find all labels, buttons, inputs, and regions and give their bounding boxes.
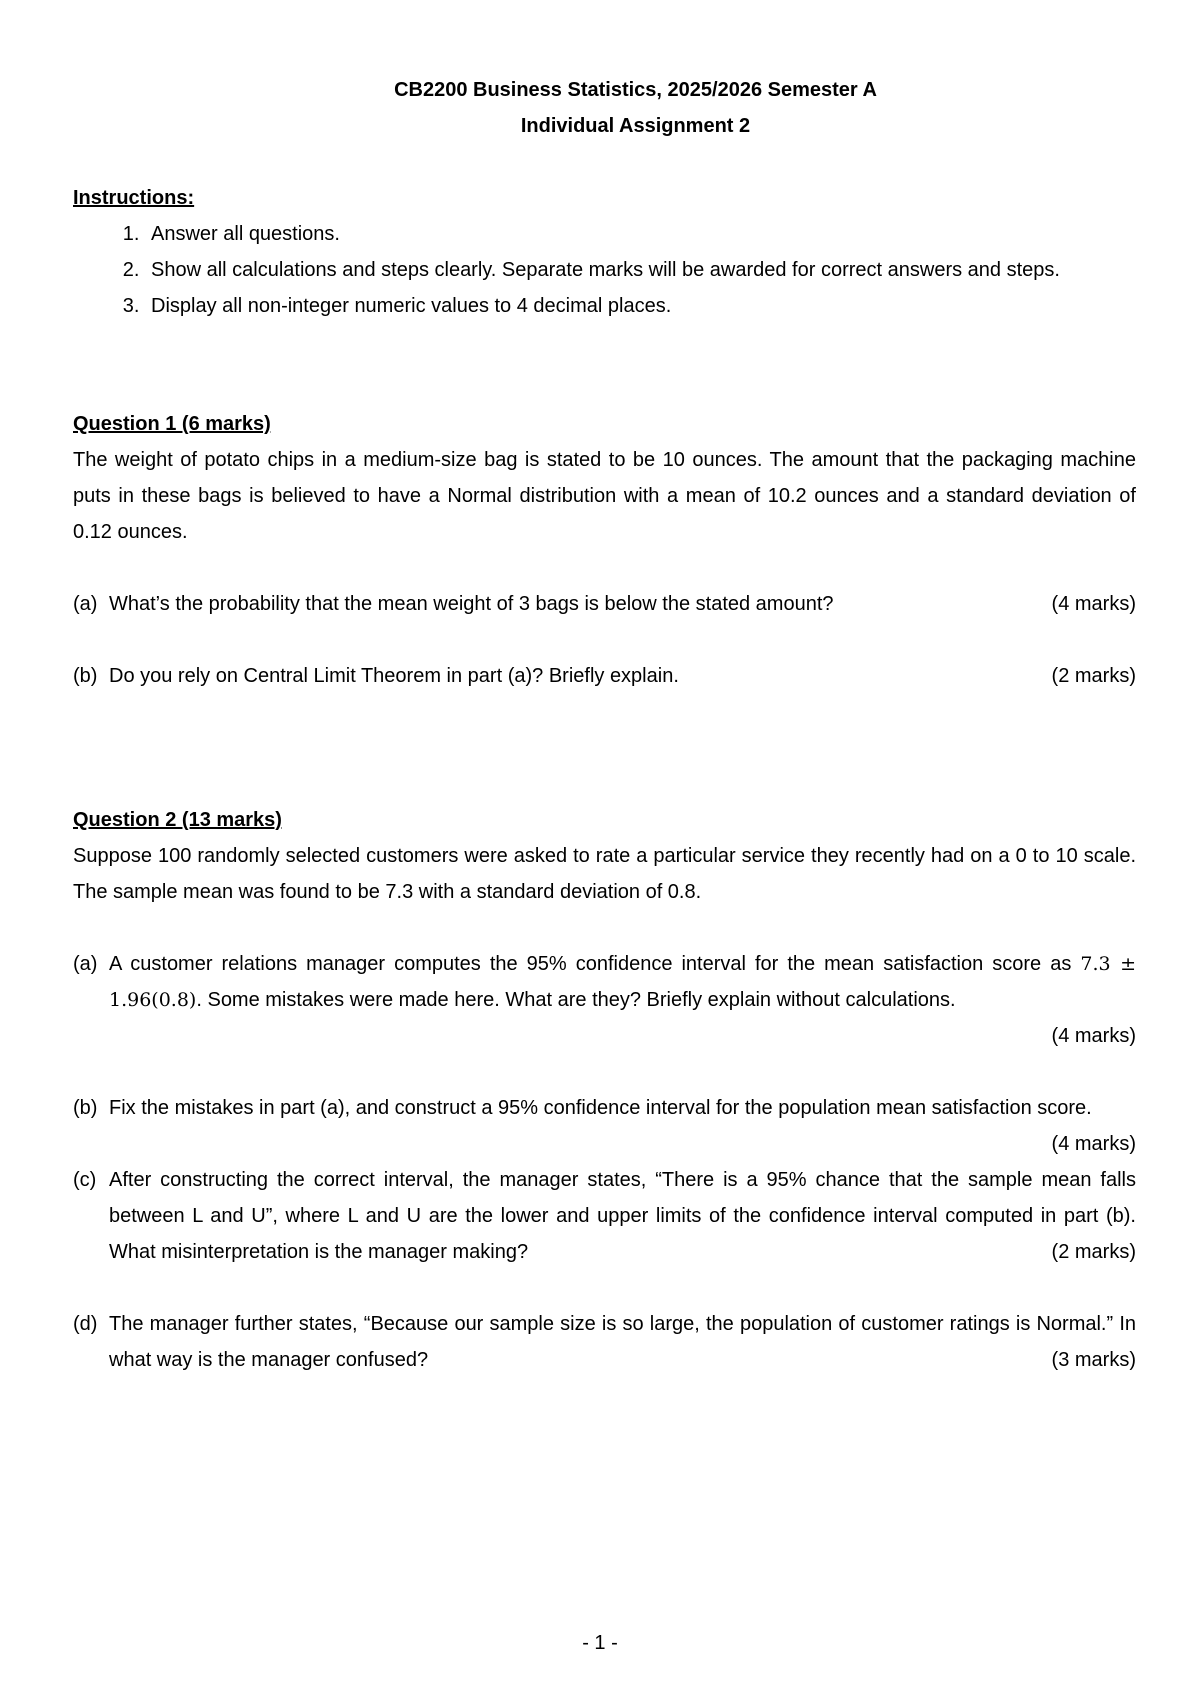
part-text: What’s the probability that the mean weight of 3 bags is below the stated amount? [109,593,834,615]
part-label: (a) [73,593,98,615]
part-label: (b) [73,1097,98,1119]
part-label: (c) [73,1169,97,1191]
part-marks: (2 marks) [1051,1241,1136,1263]
assignment-title: Individual Assignment 2 [520,115,751,137]
question-2-title: Question 2 (13 marks) [73,809,282,831]
part-text: Fix the mistakes in part (a), and construct a 95% confidence interval for the population mean satisfaction score. [109,1097,1092,1119]
question-2-part-a [73,946,1136,1054]
instruction-item: 1. Answer all questions. [145,216,1136,252]
page-number: - 1 - [582,1632,618,1654]
question-1-part-a [73,586,1136,622]
question-2-part-c [73,1162,1136,1270]
part-label: (a) [73,953,98,975]
question-2-part-d [73,1306,1136,1378]
part-text: Do you rely on Central Limit Theorem in part (a)? Briefly explain. [109,665,679,687]
part-label: (d) [73,1313,98,1335]
part-marks: (4 marks) [1051,1133,1136,1155]
part-marks: (2 marks) [1051,665,1136,687]
question-2-part-b [73,1090,1136,1155]
part-text: The manager further states, “Because our sample size is so large, the population of customer ratings is Normal.” In what way is the manager confused? [109,1313,1136,1371]
part-label: (b) [73,665,98,687]
instructions-title: Instructions: [73,187,195,209]
part-marks: (3 marks) [1051,1349,1136,1371]
part-marks: (4 marks) [1051,593,1136,615]
part-text: A customer relations manager computes the 95% confidence interval for the mean satisfaction score as [109,953,1072,975]
instructions-list [73,216,1136,324]
part-marks: (4 marks) [1051,1025,1136,1047]
confidence-interval-formula: 7.3 ± 1.96(0.8) [109,953,1136,1011]
question-1-body: The weight of potato chips in a medium-size bag is stated to be 10 ounces. The amount that the packaging machine puts in these bags is believed to have a Normal distribution with a mean of 10.2 ounces and a standard deviation of 0.12 ounces. [73,449,1136,543]
question-1-part-b [73,658,1136,694]
course-title: CB2200 Business Statistics, 2025/2026 Semester A [394,79,877,101]
part-text: After constructing the correct interval, the manager states, “There is a 95% chance that the sample mean falls between L and U”, where L and U are the lower and upper limits of the confidence interval computed in part (b). What misinterpretation is the manager making? [109,1169,1136,1263]
question-2-body: Suppose 100 randomly selected customers were asked to rate a particular service they recently had on a 0 to 10 scale. The sample mean was found to be 7.3 with a standard deviation of 0.8. [73,845,1136,903]
part-text-continued: . Some mistakes were made here. What are they? Briefly explain without calculations. [196,989,956,1011]
header [135,72,1136,144]
instruction-item: 2. Show all calculations and steps clearly. Separate marks will be awarded for correct answers and steps. [145,252,1136,288]
instruction-item: 3. Display all non-integer numeric values to 4 decimal places. [145,288,1136,324]
question-1-title: Question 1 (6 marks) [73,413,271,435]
